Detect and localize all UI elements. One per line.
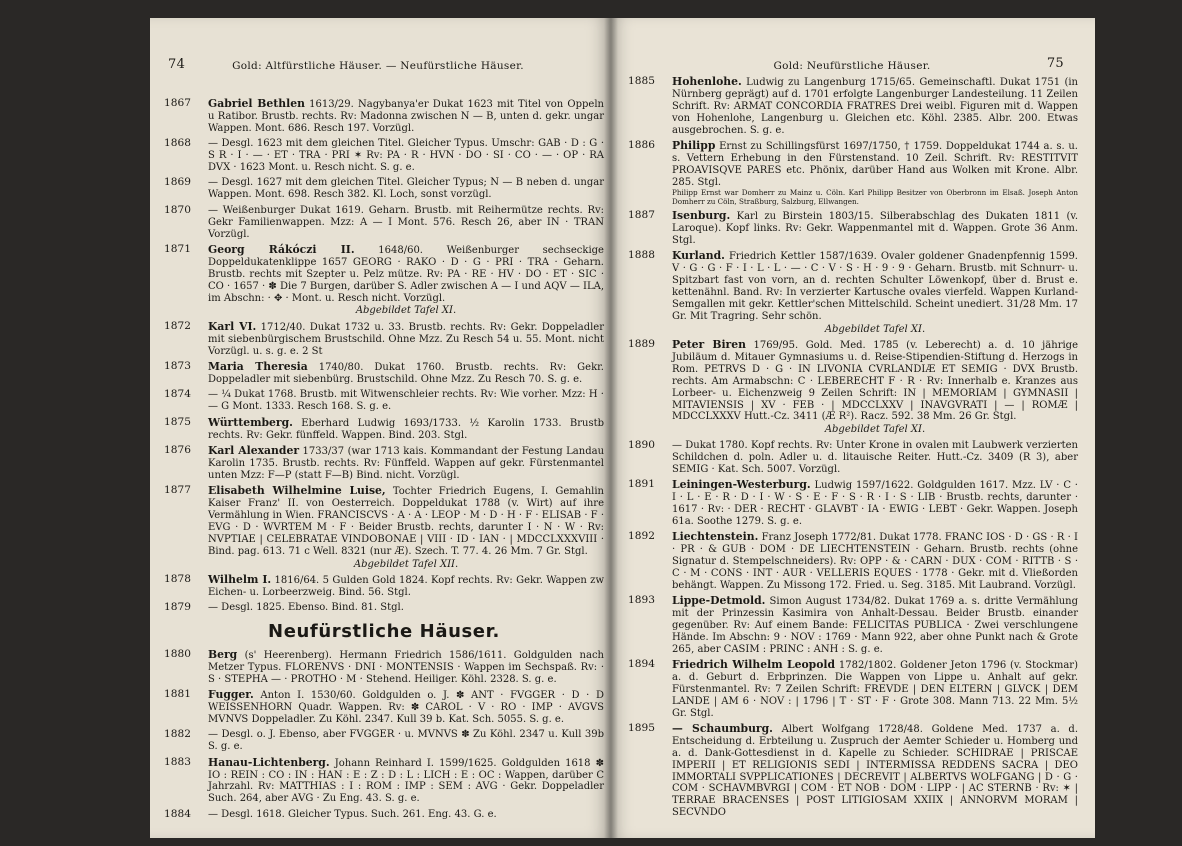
catalog-entry xyxy=(164,602,604,614)
plate-reference: Abgebildet Tafel XI. xyxy=(824,323,926,335)
entry-number: 1871 xyxy=(164,243,191,255)
right-page-number: 75 xyxy=(1046,56,1064,71)
entry-number: 1887 xyxy=(628,209,655,222)
entry-number: 1878 xyxy=(164,573,191,586)
entry-name: Georg Rákóczi II. xyxy=(208,243,355,256)
entry-description: — ¼ Dukat 1768. Brustb. mit Witwenschleier rechts. Rv: Wie vorher. Mzz: H · — G Mont. 1333. Resch 168. S. g. e. xyxy=(208,389,604,413)
entry-description: Tochter Friedrich Eugens, I. Gemahlin Kaiser Franz' II. von Oesterreich. Doppeldukat 1788 (v. Wirt) auf ihre Vermählung in Wien. FRANCISCVS · A · A · LEOP · M · D · H · F · ELISAB · F · EVG · D · WVRTEM M · F · Beider Brustb. rechts, darunter I · N · W · Rv: NVPTIAE | CELEBRATAE VINDOBONAE | VIII · ID · IAN · | MDCCLXXXVIII · Bind. pag. 613. 71 c Well. 8321 (nur Æ). Szech. T. 77. 4. 26 Mm. 7 Gr. Stgl. xyxy=(208,486,604,557)
left-page-number: 74 xyxy=(168,57,186,72)
catalog-entry xyxy=(164,244,604,317)
entry-name: Isenburg. xyxy=(672,209,731,223)
entry-number: 1877 xyxy=(164,484,191,497)
book-spread xyxy=(150,18,1095,838)
catalog-entry xyxy=(628,723,1078,819)
entry-description: 1816/64. 5 Gulden Gold 1824. Kopf rechts. Rv: Gekr. Wappen zw Eichen- u. Lorbeerzweig. Bind. 56. Stgl. xyxy=(208,575,604,598)
entry-name: Kurland. xyxy=(672,249,725,263)
entry-description: Karl zu Birstein 1803/15. Silberabschlag des Dukaten 1811 (v. Laroque). Kopf links. Rv: Gekr. Wappenmantel mit d. Wappen. Grote 36 Anm. Stgl. xyxy=(672,211,1078,246)
entry-name: Hohenlohe. xyxy=(672,75,742,88)
left-page xyxy=(150,18,610,838)
catalog-entry xyxy=(164,445,604,482)
catalog-entry xyxy=(164,809,604,821)
entry-description: Friedrich Kettler 1587/1639. Ovaler goldener Gnadenpfennig 1599. V · G · G · F · I · L · L · — · C · V · S · H · 9 · 9 · Geharn. Brustb. mit Schnurr- u. Spitzbart fast von vorn, an d. rechten Schulter Löwenkopf, über d. Brust e. kettenähnl. Band. Rv: In verzierter Kartusche ovales vierfeld. Wappen Kurland-Semgallen mit gekr. Kettler'schen Mittelschild. Scheint unediert. 31/28 Mm. 17 Gr. Mit Tragring. Sehr schön. xyxy=(672,251,1078,322)
right-entries xyxy=(628,76,1078,823)
entry-name: Leiningen-Westerburg. xyxy=(672,478,811,491)
catalog-entry xyxy=(164,417,604,442)
entry-number: 1874 xyxy=(164,388,191,401)
entry-name: Gabriel Bethlen xyxy=(208,97,305,110)
entry-number: 1870 xyxy=(164,203,191,216)
entry-description: — Desgl. 1627 mit dem gleichen Titel. Gleicher Typus; N — B neben d. ungar Wappen. Mont. 698. Resch 382. Kl. Loch, sonst vorzügl. xyxy=(208,177,604,201)
catalog-entry xyxy=(164,177,604,201)
entry-description: Ludwig 1597/1622. Goldgulden 1617. Mzz. LV · C · I · L · E · R · D · I · W · S · E · F · S · R · I · S · LIB · Brustb. rechts, darunter · 1617 · Rv: · DER · RECHT · GLAVBT · IA · EWIG · LEBT · Gekr. Wappen. Joseph 61a. Soothe 1279. S. g. e. xyxy=(672,480,1078,527)
entry-number: 1883 xyxy=(164,755,191,768)
entry-name: Karl Alexander xyxy=(208,444,300,458)
catalog-entry xyxy=(164,757,604,806)
catalog-entry xyxy=(628,339,1078,436)
right-page xyxy=(610,18,1095,838)
catalog-entry xyxy=(628,250,1078,335)
entry-description: 1613/29. Nagybanya'er Dukat 1623 mit Titel von Oppeln u Ratibor. Brustb. rechts. Rv: Madonna zwischen N — B, unten d. gekr. ungar Wappen. Mont. 686. Resch 197. Vorzügl. xyxy=(208,99,604,134)
entry-number: 1876 xyxy=(164,444,191,457)
entry-name: Liechtenstein. xyxy=(672,530,759,544)
entry-number: 1885 xyxy=(628,75,655,87)
catalog-entry xyxy=(164,689,604,726)
entry-description: Franz Joseph 1772/81. Dukat 1778. FRANC IOS · D · GS · R · I · PR · & GUB · DOM · DE LIECHTENSTEIN · Geharn. Brustb. rechts (ohne Signatur d. Stempelschneiders). Rv: OPP · & · CARN · DUX · COM · RITTB · S · C · M · CONS · INT · AUR · VELLERIS EQUES · 1778 · Gekr. mit d. Vließorden behängt. Wappen. Zu Missong 172. Fried. u. Seg. 3185. Mit Laubrand. Vorzügl. xyxy=(672,532,1078,591)
catalog-entry xyxy=(164,574,604,599)
catalog-entry xyxy=(628,210,1078,247)
left-entries-group-b xyxy=(164,649,604,821)
entry-name: Elisabeth Wilhelmine Luise, xyxy=(208,484,386,498)
entry-number: 1881 xyxy=(164,688,191,701)
entry-description: Anton I. 1530/60. Goldgulden o. J. ✽ ANT · FVGGER · D · D WEISSENHORN Quadr. Wappen. Rv: ✽ CAROL · V · RO · IMP · AVGVS MVNVS Doppeladler. Zu Köhl. 2347. Kull 39 b. Kat. Sch. 5055. S. g. e. xyxy=(208,690,604,725)
entry-description: — Dukat 1780. Kopf rechts. Rv: Unter Krone in ovalen mit Laubwerk verzierten Schildchen d. poln. Adler u. d. litauische Reiter. Hutt.-Cz. 3409 (R 3), aber SEMIG · Kat. Sch. 5007. Vorzügl. xyxy=(672,439,1078,475)
entry-name: Philipp xyxy=(672,138,716,152)
entry-description: 1769/95. Gold. Med. 1785 (v. Leberecht) a. d. 10 jährige Jubiläum d. Mitauer Gymnasiums u. d. Reise-Stipendien-Stiftung d. Herzogs in Rom. PETRVS D · G · IN LIVONIA CVRLANDIÆ ET SEMIG · DVX Brustb. rechts. Am Armabschn: C · LEBERECHT F · R · Rv: Innerhalb e. Kranzes aus Lorbeer- u. Eichenzweig 9 Zeilen Schrift: IN | MEMORIAM | GYMNASII | MITAVIENSIS | XV · FEB · | MDCCLXXV | INAVGVRATI | — | ROMÆ | MDCCLXXXV Hutt.-Cz. 3411 (Æ R²). Racz. 592. 38 Mm. 26 Gr. Stgl. xyxy=(672,340,1078,423)
catalog-entry xyxy=(628,659,1078,719)
entry-number: 1890 xyxy=(628,438,655,451)
entry-description: 1648/60. Weißenburger sechseckige Doppeldukatenklippe 1657 GEORG · RAKO · D · G · PRI · TRA · Geharn. Brustb. rechts mit Szepter u. Pelz mütze. Rv: PA · RE · HV · DO · ET · SIC · CO · 1657 · ✽ Die 7 Burgen, darüber S. Adler zwischen A — I und AQV — ILA, im Abschn: · ✥ · Mont. u. Resch nicht. Vorzügl. xyxy=(208,245,604,304)
entry-number: 1891 xyxy=(628,478,655,490)
section-heading: Neufürstliche Häuser. xyxy=(268,621,500,643)
right-running-title: Gold: Neufürstliche Häuser. xyxy=(773,60,931,72)
entry-description: 1740/80. Dukat 1760. Brustb. rechts. Rv: Gekr. Doppeladler mit siebenbürg. Brustschild. Ohne Mzz. Zu Resch 70. S. g. e. xyxy=(208,362,604,385)
entry-number: 1872 xyxy=(164,319,191,332)
entry-number: 1868 xyxy=(164,137,191,150)
entry-number: 1893 xyxy=(628,594,655,607)
catalog-entry xyxy=(164,138,604,174)
left-running-title: Gold: Altfürstliche Häuser. — Neufürstliche Häuser. xyxy=(232,60,524,72)
catalog-entry xyxy=(164,98,604,135)
catalog-entry xyxy=(628,76,1078,136)
entry-number: 1892 xyxy=(628,530,655,543)
entry-description: Ludwig zu Langenburg 1715/65. Gemeinschaftl. Dukat 1751 (in Nürnberg geprägt) auf d. 1701 erfolgte Langenburger Landesteilung. 11 Zeilen Schrift. Rv: ARMAT CONCORDIA FRATRES Drei weibl. Figuren mit d. Wappen von Hohenlohe, Langenburg u. Gleichen etc. Köhl. 2385. Albr. 200. Etwas ausgebrochen. S. g. e. xyxy=(672,77,1078,136)
entry-number: 1873 xyxy=(164,360,191,373)
entry-name: — Schaumburg. xyxy=(672,722,773,735)
catalog-entry xyxy=(164,205,604,241)
entry-footnote: Philipp Ernst war Domherr zu Mainz u. Cöln. Karl Philipp Besitzer von Oberbronn im Elsaß. Joseph Anton Domherr zu Cöln, Straßburg, Salzburg, Ellwangen. xyxy=(672,188,1078,207)
entry-name: Wilhelm I. xyxy=(208,573,272,587)
catalog-entry xyxy=(164,389,604,413)
entry-name: Fugger. xyxy=(208,688,254,702)
entry-name: Württemberg. xyxy=(208,415,293,429)
plate-reference: Abgebildet Tafel XII. xyxy=(353,558,459,570)
catalog-entry xyxy=(164,729,604,753)
entry-name: Hanau-Lichtenberg. xyxy=(208,755,330,769)
catalog-entry xyxy=(628,479,1078,528)
entry-description: 1733/37 (war 1713 kais. Kommandant der Festung Landau Karolin 1735. Brustb. rechts. Rv: Fünffeld. Wappen auf gekr. Fürstenmantel unten Mzz: F—P (statt F—B) Bind. nicht. Vorzügl. xyxy=(208,446,605,481)
entry-number: 1894 xyxy=(628,658,655,671)
entry-name: Maria Theresia xyxy=(208,360,308,374)
entry-description: Ernst zu Schillingsfürst 1697/1750, † 1759. Doppeldukat 1744 a. s. u. s. Vettern Erhebung in den Fürstenstand. 10 Zeil. Schrift. Rv: RESTITVIT PROAVISQVE PARES etc. Phönix, darüber Hand aus Wolken mit Krone. Albr. 285. Stgl. xyxy=(672,140,1078,188)
entry-description: Eberhard Ludwig 1693/1733. ½ Karolin 1733. Brustb rechts. Rv: Gekr. fünffeld. Wappen. Bind. 203. Stgl. xyxy=(208,417,604,441)
catalog-entry xyxy=(164,649,604,686)
entry-description: — Desgl. 1623 mit dem gleichen Titel. Gleicher Typus. Umschr: GAB · D : G · S R · I · — · ET · TRA · PRI ✶ Rv: PA · R · HVN · DO · SI · CO · — · OP · RA DVX · 1623 Mont. u. Resch nicht. S. g. e. xyxy=(208,138,604,173)
entry-name: Lippe-Detmold. xyxy=(672,594,766,608)
catalog-entry xyxy=(628,440,1078,476)
left-entries-group-a xyxy=(164,98,604,614)
entry-description: (s' Heerenberg). Hermann Friedrich 1586/1611. Goldgulden nach Metzer Typus. FLORENVS · DNI · MONTENSIS · Wappen im Sechspaß. Rv: · S · STEPHA — · PROTHO · M · Stehend. Heiliger. Köhl. 2328. S. g. e. xyxy=(208,649,604,685)
entry-name: Karl VI. xyxy=(208,319,257,333)
plate-reference: Abgebildet Tafel XI. xyxy=(355,305,457,317)
left-entries xyxy=(164,98,604,824)
entry-description: Albert Wolfgang 1728/48. Goldene Med. 1737 a. d. Entscheidung d. Erbteilung u. Zuspruch der Aemter Schieder u. Homberg und a. d. Dank-Gottesdienst in d. Kapelle zu Schieder. SCHIDRAE | PRISCAE IMPERII | ET RELIGIONIS SEDI | INTERMISSA REDDENS SACRA | DEO IMMORTALI SVPPLICATIONES | DECREVIT | ALBERTVS WOLFGANG | D · G · COM · SCHAVMBVRGI | COM · ET NOB · DOM · LIPP · | AC STERNB · Rv: ✶ | TERRAE BRACENSES | POST LITIGIOSAM XXIIX | ANNORVM MORAM | SECVNDO xyxy=(672,724,1079,819)
entry-description: — Desgl. o. J. Ebenso, aber FVGGER · u. MVNVS ✽ Zu Köhl. 2347 u. Kull 39b S. g. e. xyxy=(208,729,604,753)
entry-name: Friedrich Wilhelm Leopold xyxy=(672,658,836,672)
entry-number: 1889 xyxy=(628,338,655,351)
entry-number: 1882 xyxy=(164,728,191,741)
entry-description: — Weißenburger Dukat 1619. Geharn. Brustb. mit Reihermütze rechts. Rv: Gekr Familienwappen. Mzz: A — I Mont. 576. Resch 26, aber IN · TRAN Vorzügl. xyxy=(208,204,604,240)
entry-number: 1875 xyxy=(164,415,191,428)
entry-description: Simon August 1734/82. Dukat 1769 a. s. dritte Vermählung mit der Prinzessin Kasimira von Anhalt-Dessau. Beider Brustb. einander gegenüber. Rv: Auf einem Bande: FELICITAS PUBLICA · Zwei verschlungene Hände. Im Abschn: 9 · NOV : 1769 · Mann 922, aber ohne Punkt nach & Grote 265, aber CASIM : PRINC : ANH : S. g. e. xyxy=(672,596,1078,655)
catalog-entry xyxy=(628,531,1078,591)
catalog-entry xyxy=(628,595,1078,655)
entry-number: 1886 xyxy=(628,138,655,151)
right-running-head xyxy=(632,56,1072,73)
entry-description: — Desgl. 1618. Gleicher Typus. Such. 261. Eng. 43. G. e. xyxy=(208,808,497,820)
entry-number: 1895 xyxy=(628,722,655,734)
entry-description: — Desgl. 1825. Ebenso. Bind. 81. Stgl. xyxy=(208,602,404,614)
catalog-entry xyxy=(164,485,604,570)
entry-number: 1867 xyxy=(164,97,191,109)
entry-number: 1879 xyxy=(164,601,191,614)
right-entries-group xyxy=(628,76,1078,819)
entry-description: 1782/1802. Goldener Jeton 1796 (v. Stockmar) a. d. Geburt d. Erbprinzen. Die Wappen von Lippe u. Anhalt auf gekr. Fürstenmantel. Rv: 7 Zeilen Schrift: FREVDE | DEN ELTERN | GLVCK | DEM LANDE | AM 6 · NOV : | 1796 | T · ST · F · Grote 308. Mann 713. 22 Mm. 5½ Gr. Stgl. xyxy=(672,660,1078,719)
catalog-entry xyxy=(628,140,1078,207)
catalog-entry xyxy=(164,361,604,386)
entry-description: 1712/40. Dukat 1732 u. 33. Brustb. rechts. Rv: Gekr. Doppeladler mit siebenbürgischem Brustschild. Ohne Mzz. Zu Resch 54 u. 55. Mont. nicht Vorzügl. u. s. g. e. 2 St xyxy=(208,321,604,357)
left-running-head xyxy=(168,57,588,73)
entry-name: Berg xyxy=(208,647,238,661)
entry-name: Peter Biren xyxy=(672,338,746,352)
entry-number: 1884 xyxy=(164,807,191,820)
entry-number: 1888 xyxy=(628,249,655,262)
entry-number: 1880 xyxy=(164,647,191,660)
entry-number: 1869 xyxy=(164,176,191,189)
catalog-entry xyxy=(164,321,604,358)
entry-description: Johann Reinhard I. 1599/1625. Goldgulden 1618 ✽ IO : REIN : CO : IN : HAN : E : Z : D : L : LICH : E : OC : Wappen, darüber C Jahrzahl. Rv: MATTHIAS : I : ROM : IMP : SEM : AVG · Gekr. Doppeladler Such. 264, aber AVG · Zu Eng. 43. S. g. e. xyxy=(208,757,604,805)
plate-reference: Abgebildet Tafel XI. xyxy=(824,424,926,436)
